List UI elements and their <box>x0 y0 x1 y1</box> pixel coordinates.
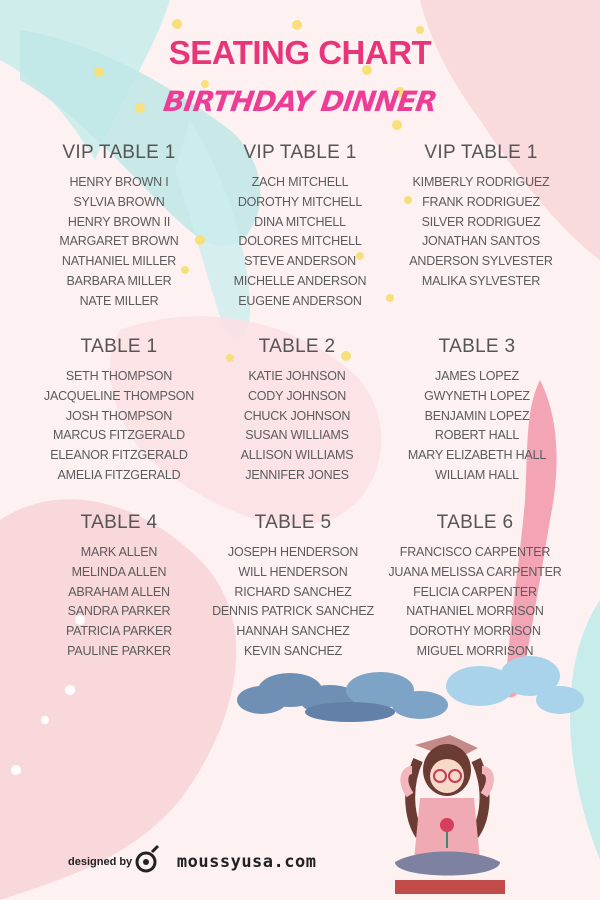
guest-name: PAULINE PARKER <box>67 643 171 658</box>
guest-name: FELICIA CARPENTER <box>413 584 537 599</box>
guest-name: FRANK RODRIGUEZ <box>422 194 540 209</box>
guest-name: KIMBERLY RODRIGUEZ <box>412 175 550 189</box>
guest-list <box>382 367 572 486</box>
guest-name: DOROTHY MORRISON <box>409 624 541 639</box>
guest-name: SILVER RODRIGUEZ <box>421 214 541 229</box>
table-name: TABLE 6 <box>436 512 514 533</box>
table-card <box>24 142 214 312</box>
page-subtitle: BIRTHDAY DINNER <box>161 85 439 118</box>
guest-name: HANNAH SANCHEZ <box>236 624 350 639</box>
table-name: TABLE 5 <box>254 512 332 533</box>
guest-list <box>24 367 214 486</box>
table-name: VIP TABLE 1 <box>424 142 538 163</box>
guest-name: DENNIS PATRICK SANCHEZ <box>212 604 374 619</box>
guest-name: DINA MITCHELL <box>254 214 346 229</box>
table-name: TABLE 2 <box>258 336 336 357</box>
table-name: TABLE 3 <box>438 336 516 357</box>
table-card <box>202 336 392 486</box>
table-name: VIP TABLE 1 <box>243 142 357 163</box>
guest-list <box>24 543 214 662</box>
table-card <box>380 512 570 662</box>
guest-name: JOSH THOMPSON <box>65 408 173 423</box>
table-card <box>382 336 572 486</box>
guest-name: EUGENE ANDERSON <box>238 293 362 308</box>
guest-name: RICHARD SANCHEZ <box>234 584 352 599</box>
guest-name: PATRICIA PARKER <box>65 624 173 639</box>
table-card <box>24 336 214 486</box>
guest-list <box>198 543 388 662</box>
designer-credit <box>68 852 316 872</box>
guest-name: HENRY BROWN II <box>67 214 171 229</box>
guest-name: MIGUEL MORRISON <box>416 643 534 658</box>
guest-name: CODY JOHNSON <box>247 388 347 403</box>
guest-name: STEVE ANDERSON <box>244 254 356 269</box>
guest-name: ZACH MITCHELL <box>251 175 349 189</box>
guest-name: NATE MILLER <box>79 293 159 308</box>
guest-name: ABRAHAM ALLEN <box>68 584 170 599</box>
guest-list <box>202 367 392 486</box>
table-card <box>198 512 388 662</box>
guest-name: SYLVIA BROWN <box>73 194 165 209</box>
guest-name: ELEANOR FITZGERALD <box>50 448 188 463</box>
guest-name: SETH THOMPSON <box>65 369 173 383</box>
guest-name: SUSAN WILLIAMS <box>245 428 349 443</box>
guest-name: MARGARET BROWN <box>59 234 179 249</box>
guest-name: WILL HENDERSON <box>238 564 348 579</box>
site-link[interactable]: moussyusa.com <box>176 852 317 872</box>
guest-name: MELINDA ALLEN <box>71 564 167 579</box>
table-card <box>24 512 214 662</box>
guest-name: DOROTHY MITCHELL <box>237 194 363 209</box>
table-card <box>205 142 395 312</box>
guest-name: DOLORES MITCHELL <box>238 234 362 249</box>
guest-name: SANDRA PARKER <box>67 604 171 619</box>
guest-list <box>386 173 576 292</box>
guest-name: KEVIN SANCHEZ <box>243 643 343 658</box>
designed-by-label: designed by : <box>68 856 139 868</box>
guest-name: KATIE JOHNSON <box>248 369 346 383</box>
guest-name: JAMES LOPEZ <box>435 369 519 383</box>
guest-name: MALIKA SYLVESTER <box>421 273 541 288</box>
guest-name: JENNIFER JONES <box>245 467 349 482</box>
guest-name: NATHANIEL MILLER <box>61 254 177 269</box>
guest-name: FRANCISCO CARPENTER <box>399 545 551 559</box>
guest-name: ANDERSON SYLVESTER <box>409 254 553 269</box>
guest-list <box>24 173 214 312</box>
guest-name: ALLISON WILLIAMS <box>240 448 354 463</box>
guest-name: GWYNETH LOPEZ <box>424 388 530 403</box>
guest-name: JOSEPH HENDERSON <box>227 545 359 559</box>
guest-name: HENRY BROWN I <box>69 175 169 189</box>
guest-name: AMELIA FITZGERALD <box>57 467 181 482</box>
table-name: TABLE 4 <box>80 512 158 533</box>
guest-name: BENJAMIN LOPEZ <box>424 408 530 423</box>
table-card <box>386 142 576 292</box>
guest-name: CHUCK JOHNSON <box>243 408 351 423</box>
guest-name: MARCUS FITZGERALD <box>52 428 186 443</box>
table-name: VIP TABLE 1 <box>62 142 176 163</box>
guest-name: MARY ELIZABETH HALL <box>407 448 547 463</box>
guest-name: JACQUELINE THOMPSON <box>43 388 195 403</box>
guest-list <box>380 543 570 662</box>
guest-name: WILLIAM HALL <box>435 467 519 482</box>
guest-name: ROBERT HALL <box>434 428 520 443</box>
table-name: TABLE 1 <box>80 336 158 357</box>
page-title: SEATING CHART <box>168 34 432 71</box>
guest-name: JONATHAN SANTOS <box>421 234 541 249</box>
guest-name: MARK ALLEN <box>80 545 158 559</box>
guest-name: JUANA MELISSA CARPENTER <box>388 564 562 579</box>
guest-list <box>205 173 395 312</box>
guest-name: NATHANIEL MORRISON <box>406 604 544 619</box>
guest-name: MICHELLE ANDERSON <box>233 273 367 288</box>
guest-name: BARBARA MILLER <box>66 273 172 288</box>
